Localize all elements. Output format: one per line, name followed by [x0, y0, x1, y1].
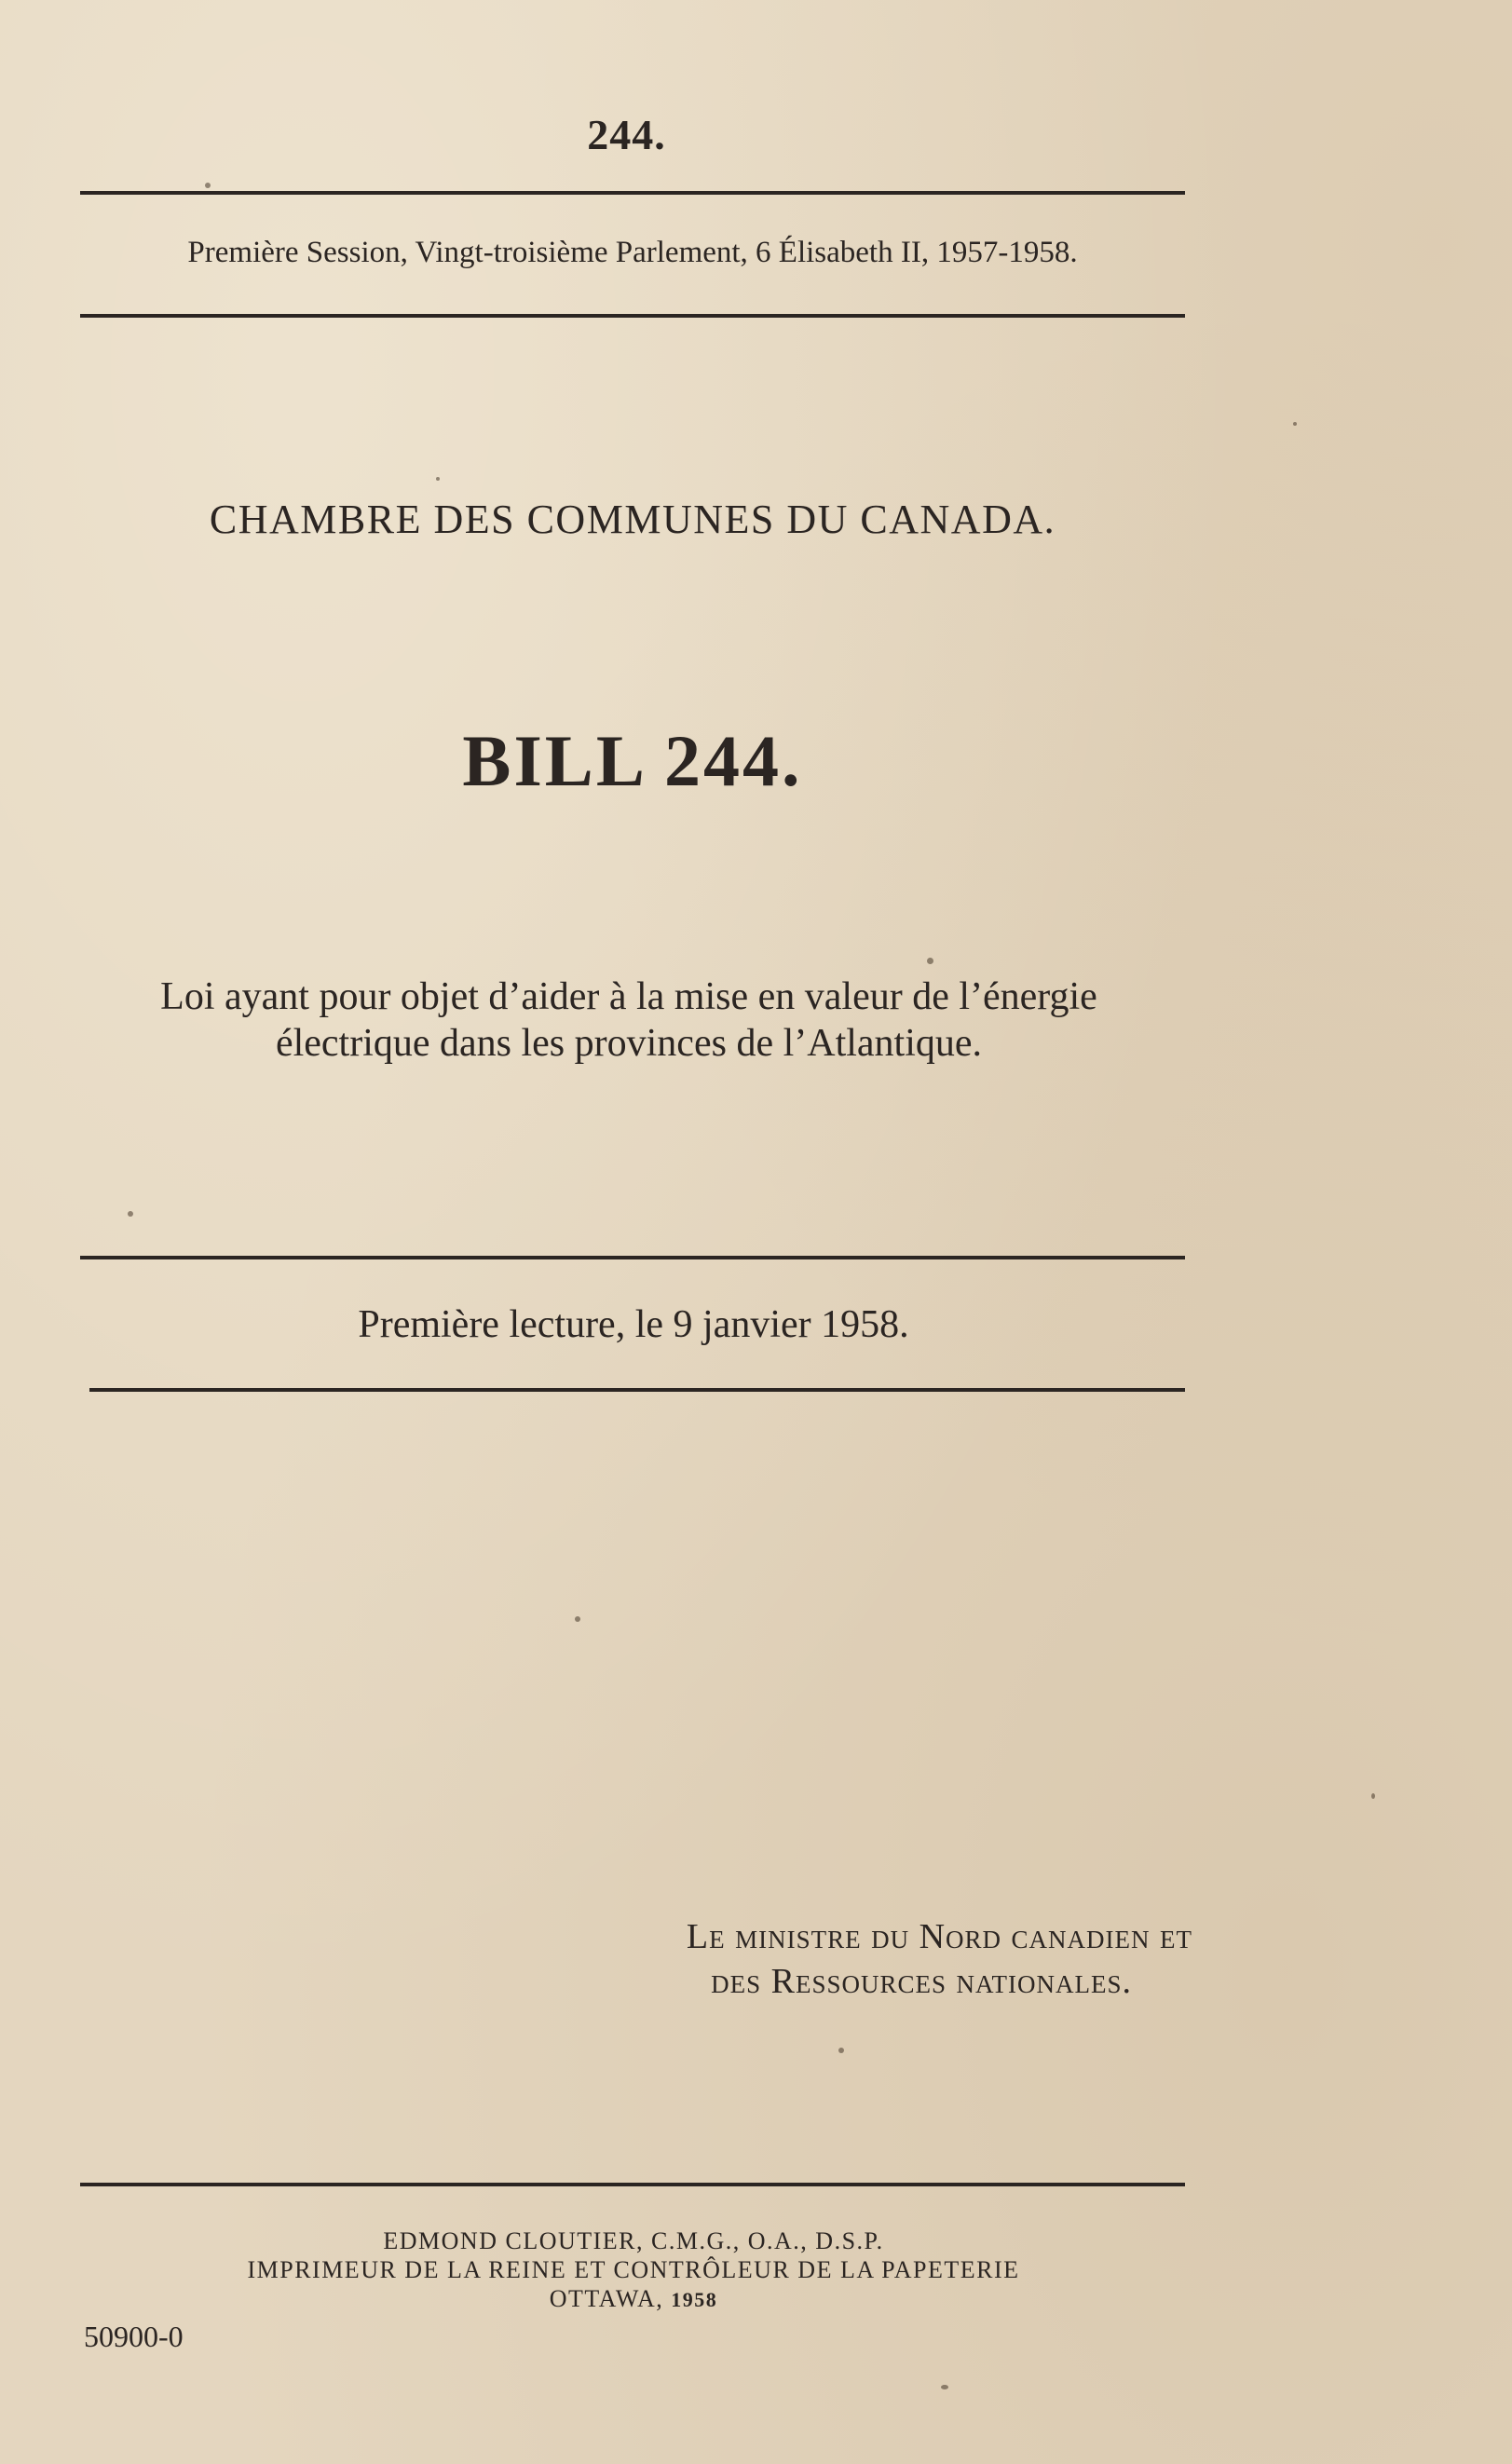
paper-speck [205, 183, 211, 188]
printer-imprint [0, 2226, 1267, 2314]
paper-speck [927, 958, 933, 964]
bill-subject-line-2: électrique dans les provinces de l’Atlantique. [275, 1022, 983, 1065]
first-reading-line: Première lecture, le 9 janvier 1958. [358, 1303, 909, 1346]
printer-city: OTTAWA, [549, 2285, 664, 2312]
page-number: 244. [587, 111, 666, 158]
paper-speck [1293, 422, 1297, 426]
paper-speck [128, 1211, 133, 1217]
bill-subject-line-1: Loi ayant pour objet d’aider à la mise en valeur de l’énergie [160, 975, 1097, 1018]
catalog-number: 50900-0 [84, 2320, 184, 2353]
paper-speck [1371, 1793, 1375, 1799]
paper-speck [838, 2048, 844, 2053]
printer-name: EDMOND CLOUTIER, C.M.G., O.A., D.S.P. [383, 2227, 884, 2254]
reading-top-rule [80, 1256, 1185, 1259]
chamber-heading: CHAMBRE DES COMMUNES DU CANADA. [209, 497, 1056, 542]
session-line: Première Session, Vingt-troisième Parlement, 6 Élisabeth II, 1957-1958. [187, 236, 1078, 269]
paper-speck [575, 1616, 580, 1622]
imprint-rule [80, 2183, 1185, 2186]
sponsor-line-1: Le ministre du Nord canadien et [686, 1917, 1192, 1956]
sponsor-block [466, 1914, 1192, 2004]
printer-year: 1958 [671, 2288, 718, 2311]
bill-subject [56, 973, 1202, 1067]
printer-place [0, 2284, 1267, 2314]
sponsor-line-2: des Ressources nationales. [711, 1962, 1132, 2001]
paper-speck [941, 2385, 948, 2389]
reading-bottom-rule [89, 1388, 1185, 1392]
printer-title: IMPRIMEUR DE LA REINE ET CONTRÔLEUR DE LA PAPETERIE [247, 2256, 1020, 2283]
bill-title: BILL 244. [462, 720, 803, 801]
paper-speck [436, 477, 440, 481]
top-rule [80, 191, 1185, 195]
session-rule [80, 314, 1185, 318]
